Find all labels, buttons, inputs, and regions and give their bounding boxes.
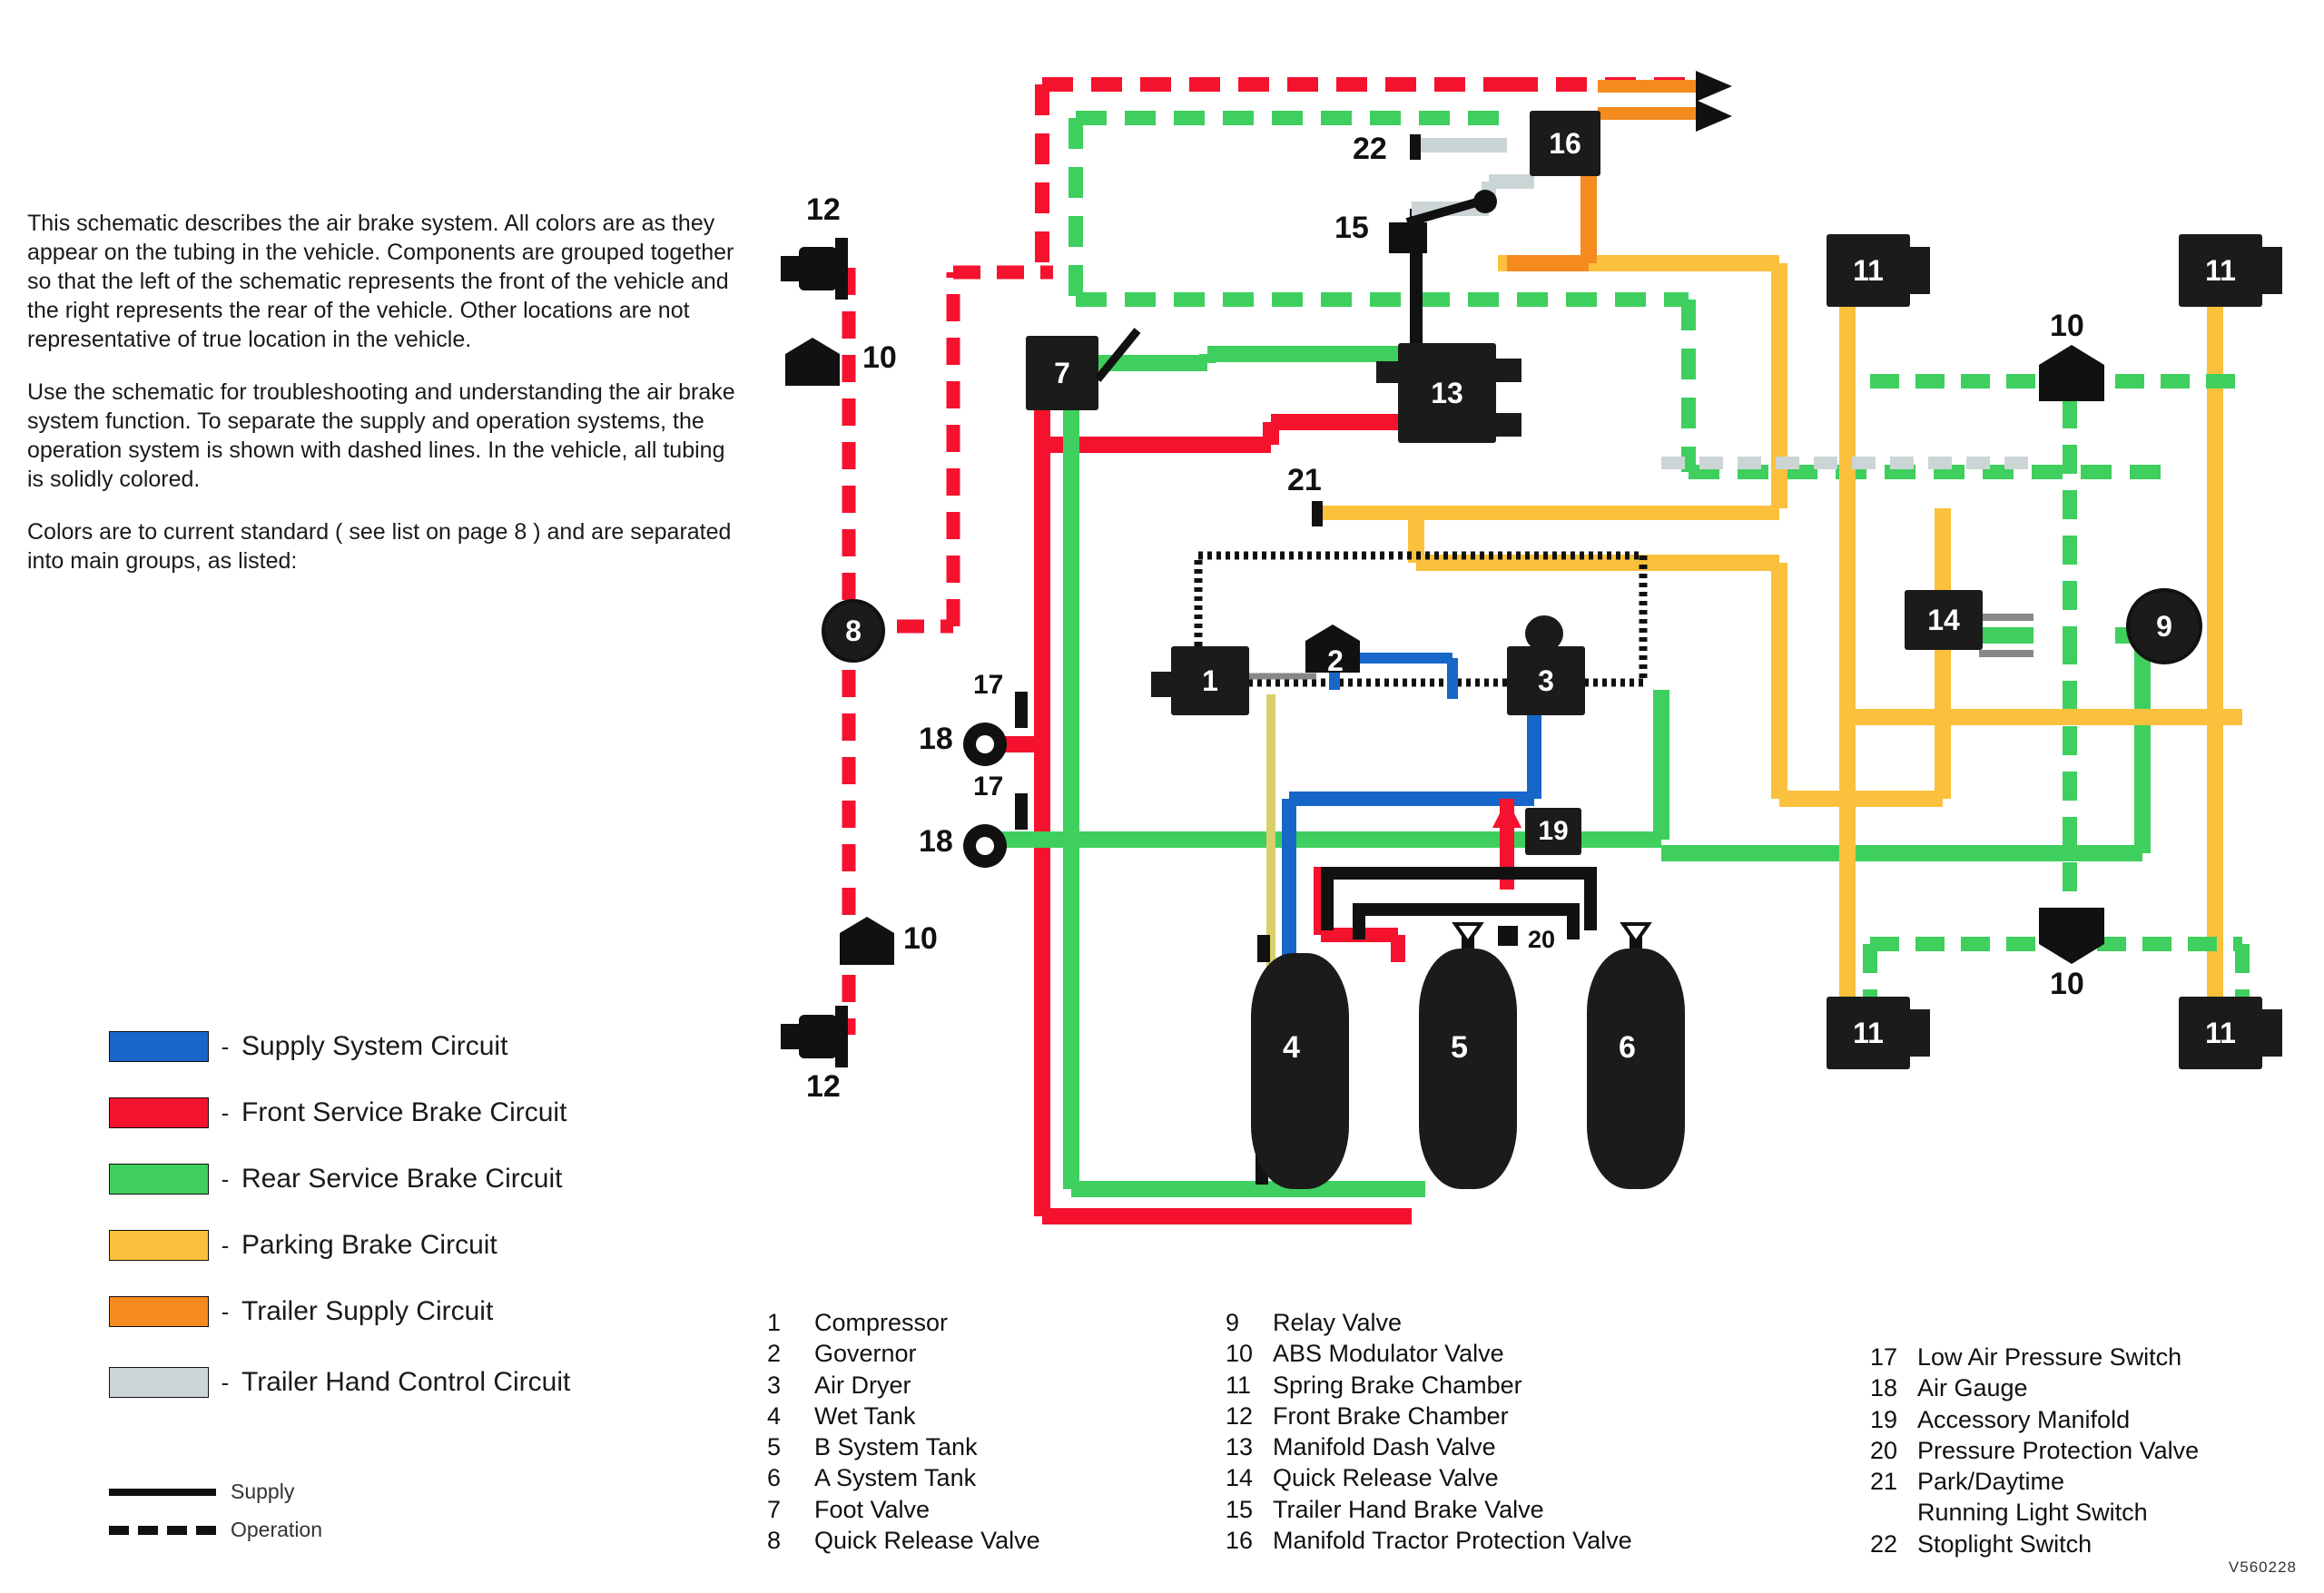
callout-10-lower-left: 10	[903, 921, 938, 956]
description-paragraph-2: Use the schematic for troubleshooting and understanding the air brake system function. To separate the supply and operation systems, the operation system is shown with dashed lines. In the vehicle, all tubing is solidly colored.	[27, 379, 735, 492]
legend-dash: -	[221, 1368, 230, 1396]
component-spring-brake-chamber-top-right[interactable]	[2179, 234, 2262, 307]
component-foot-valve[interactable]	[1026, 336, 1098, 410]
component-label-8: 8	[845, 614, 862, 647]
legend-label-supply-system: Supply System Circuit	[241, 1031, 508, 1061]
pressure-protection-valve-marker	[1498, 926, 1518, 946]
dash-valve-port-a	[1492, 359, 1521, 382]
part-number: 16	[1226, 1526, 1254, 1554]
part-number: 8	[767, 1526, 782, 1554]
front-chamber-bottom-body	[799, 1015, 837, 1058]
part-name: Governor	[814, 1340, 917, 1368]
callout-10-bottom-mid: 10	[2050, 967, 2084, 1001]
component-manifold-dash-valve[interactable]	[1398, 343, 1496, 443]
part-number: 10	[1226, 1340, 1254, 1368]
spring-brake-br-pushrod	[2262, 1009, 2282, 1057]
component-label-5: 5	[1451, 1030, 1468, 1065]
front-chamber-bottom-stem	[781, 1024, 801, 1049]
part-name: Park/Daytime	[1917, 1468, 2065, 1496]
callout-12-bottom: 12	[806, 1069, 841, 1104]
abs-modulator-rear-bottom	[2039, 908, 2104, 964]
air-gauge-rear-face	[976, 837, 994, 855]
component-label-14: 14	[1927, 603, 1960, 636]
part-name: Stoplight Switch	[1917, 1529, 2093, 1558]
air-gauge-front-face	[976, 735, 994, 753]
tank-riser-1	[1353, 903, 1365, 939]
callout-10-top-mid: 10	[2050, 309, 2084, 343]
part-number: 2	[767, 1340, 782, 1368]
foot-valve-pedal	[1094, 327, 1145, 383]
line-key-label-operation: Operation	[231, 1518, 323, 1541]
part-name: B System Tank	[814, 1433, 978, 1461]
abs-modulator-front-right	[840, 917, 894, 965]
legend-dash: -	[221, 1297, 230, 1325]
description-paragraph-1: This schematic describes the air brake system. All colors are as they appear on the tubing in the vehicle. Components are grouped together so that the left of the schematic represents the front of the vehicle and the right represents the rear of the vehicle. Other locations are not representative of true location in the vehicle.	[27, 211, 734, 352]
legend-label-front-service: Front Service Brake Circuit	[241, 1097, 567, 1127]
component-spring-brake-chamber-bottom-left[interactable]	[1827, 997, 1910, 1069]
arrow-trailer-supply	[1696, 71, 1732, 102]
component-quick-release-valve-8[interactable]	[822, 599, 885, 663]
part-number: 19	[1870, 1405, 1898, 1433]
low-pressure-switch-rear	[1015, 793, 1028, 830]
component-label-13: 13	[1431, 376, 1463, 409]
part-name: A System Tank	[814, 1464, 977, 1492]
part-name: Low Air Pressure Switch	[1917, 1343, 2182, 1371]
component-manifold-tractor-protection-valve[interactable]	[1530, 111, 1600, 176]
part-number: 15	[1226, 1495, 1254, 1523]
callout-20: 20	[1528, 926, 1556, 953]
part-name: Relay Valve	[1273, 1309, 1403, 1336]
part-number: 7	[767, 1495, 782, 1523]
callout-22: 22	[1353, 132, 1387, 166]
abs-modulator-front-left	[785, 338, 840, 386]
component-label-11-br: 11	[2205, 1016, 2236, 1049]
tank-crossover-left	[1321, 867, 1334, 930]
part-name: Front Brake Chamber	[1273, 1401, 1509, 1430]
component-label-11-tr: 11	[2205, 253, 2236, 287]
part-name: Manifold Tractor Protection Valve	[1273, 1526, 1632, 1554]
part-name: Wet Tank	[814, 1401, 916, 1430]
hand-brake-lever-base	[1389, 222, 1427, 253]
component-label-9: 9	[2156, 609, 2172, 643]
tank-crossover-right	[1584, 867, 1597, 930]
component-label-4: 4	[1283, 1030, 1300, 1065]
callout-17-a: 17	[973, 670, 1004, 700]
component-quick-release-valve-14[interactable]	[1905, 590, 1983, 650]
tank-crossover-lower	[1353, 903, 1580, 916]
tank4-neck	[1257, 935, 1270, 962]
legend-label-parking-brake: Parking Brake Circuit	[241, 1230, 497, 1260]
component-label-7: 7	[1054, 356, 1070, 389]
component-label-11-tl: 11	[1853, 253, 1884, 287]
legend-dash: -	[221, 1231, 230, 1259]
part-number: 1	[767, 1309, 782, 1336]
switch-terminal-22	[1410, 134, 1421, 160]
dash-valve-port-b	[1492, 413, 1521, 437]
spring-brake-tl-pushrod	[1910, 247, 1930, 294]
component-label-16: 16	[1549, 126, 1581, 160]
hand-brake-knob	[1473, 190, 1497, 213]
callout-10-upper-left: 10	[862, 340, 897, 375]
legend-dash: -	[221, 1165, 230, 1193]
part-name: Manifold Dash Valve	[1273, 1433, 1496, 1461]
part-number: 3	[767, 1371, 782, 1399]
tank-riser-2	[1567, 903, 1580, 939]
part-name: Air Dryer	[814, 1371, 911, 1399]
callout-15: 15	[1334, 211, 1369, 245]
part-number: 21	[1870, 1468, 1898, 1496]
tank6-drain-valve	[1623, 924, 1649, 942]
switch-terminal-21	[1312, 501, 1323, 526]
component-label-19: 19	[1538, 816, 1569, 846]
part-name: Air Gauge	[1917, 1374, 2028, 1402]
part-number: 12	[1226, 1401, 1254, 1430]
component-air-dryer[interactable]	[1507, 646, 1585, 715]
legend-dash: -	[221, 1032, 230, 1060]
component-wet-tank[interactable]	[1251, 953, 1349, 1189]
arrow-trailer-control	[1696, 100, 1732, 132]
callout-18-b: 18	[919, 824, 953, 859]
callout-12-top: 12	[806, 192, 841, 227]
abs-modulator-rear-top	[2039, 345, 2104, 401]
callout-17-b: 17	[973, 772, 1004, 801]
part-name: Running Light Switch	[1917, 1499, 2148, 1527]
spring-brake-tr-pushrod	[2262, 247, 2282, 294]
component-relay-valve[interactable]	[2126, 588, 2202, 664]
part-name: Spring Brake Chamber	[1273, 1371, 1522, 1399]
component-spring-brake-chamber-bottom-right[interactable]	[2179, 997, 2262, 1069]
front-chamber-top-plate	[835, 238, 848, 300]
part-number: 5	[767, 1433, 782, 1461]
front-chamber-top-body	[799, 247, 837, 290]
legend-label-rear-service: Rear Service Brake Circuit	[241, 1164, 563, 1194]
air-dryer-cartridge	[1525, 615, 1563, 652]
part-number: 9	[1226, 1309, 1240, 1336]
component-label-3: 3	[1538, 664, 1554, 697]
part-number: 18	[1870, 1374, 1898, 1402]
front-chamber-top-stem	[781, 256, 801, 281]
component-governor[interactable]	[1307, 635, 1364, 686]
part-name: Quick Release Valve	[1273, 1464, 1499, 1492]
line-key-label-supply: Supply	[231, 1480, 295, 1503]
component-compressor[interactable]	[1171, 646, 1249, 715]
callout-18-a: 18	[919, 722, 953, 756]
part-name: Quick Release Valve	[814, 1526, 1040, 1554]
part-name: Trailer Hand Brake Valve	[1273, 1495, 1544, 1523]
part-number: 6	[767, 1464, 782, 1492]
low-pressure-switch-front	[1015, 692, 1028, 728]
drawing-code: V560228	[2228, 1559, 2297, 1576]
tank-crossover-upper	[1321, 867, 1584, 880]
component-b-system-tank[interactable]	[1419, 949, 1517, 1189]
front-chamber-bottom-plate	[835, 1006, 848, 1067]
legend-label-trailer-hand-control: Trailer Hand Control Circuit	[241, 1367, 571, 1397]
component-a-system-tank[interactable]	[1587, 949, 1685, 1189]
component-label-1: 1	[1202, 664, 1218, 697]
spring-brake-bl-pushrod	[1910, 1009, 1930, 1057]
component-label-11-bl: 11	[1853, 1016, 1884, 1049]
part-name: ABS Modulator Valve	[1273, 1340, 1504, 1368]
part-number: 22	[1870, 1529, 1898, 1558]
part-name: Compressor	[814, 1309, 949, 1336]
component-label-2: 2	[1327, 644, 1344, 677]
part-name: Foot Valve	[814, 1495, 931, 1523]
component-spring-brake-chamber-top-left[interactable]	[1827, 234, 1910, 307]
compressor-port	[1151, 672, 1175, 697]
part-number: 11	[1226, 1371, 1252, 1399]
part-name: Pressure Protection Valve	[1917, 1436, 2200, 1464]
part-number: 14	[1226, 1464, 1254, 1492]
component-accessory-manifold[interactable]	[1525, 808, 1581, 855]
callout-21: 21	[1287, 463, 1322, 497]
component-label-6: 6	[1619, 1030, 1636, 1065]
part-name: Accessory Manifold	[1917, 1405, 2131, 1433]
legend-dash: -	[221, 1098, 230, 1126]
part-number: 4	[767, 1401, 782, 1430]
dash-valve-port-c	[1376, 361, 1402, 383]
part-number: 20	[1870, 1436, 1898, 1464]
part-number: 13	[1226, 1433, 1254, 1461]
description-paragraph-3: Colors are to current standard ( see list on page 8 ) and are separated into main groups, as listed:	[27, 519, 732, 574]
part-number: 17	[1870, 1343, 1898, 1371]
tank5-drain-valve	[1455, 924, 1481, 942]
legend-label-trailer-supply: Trailer Supply Circuit	[241, 1296, 494, 1326]
